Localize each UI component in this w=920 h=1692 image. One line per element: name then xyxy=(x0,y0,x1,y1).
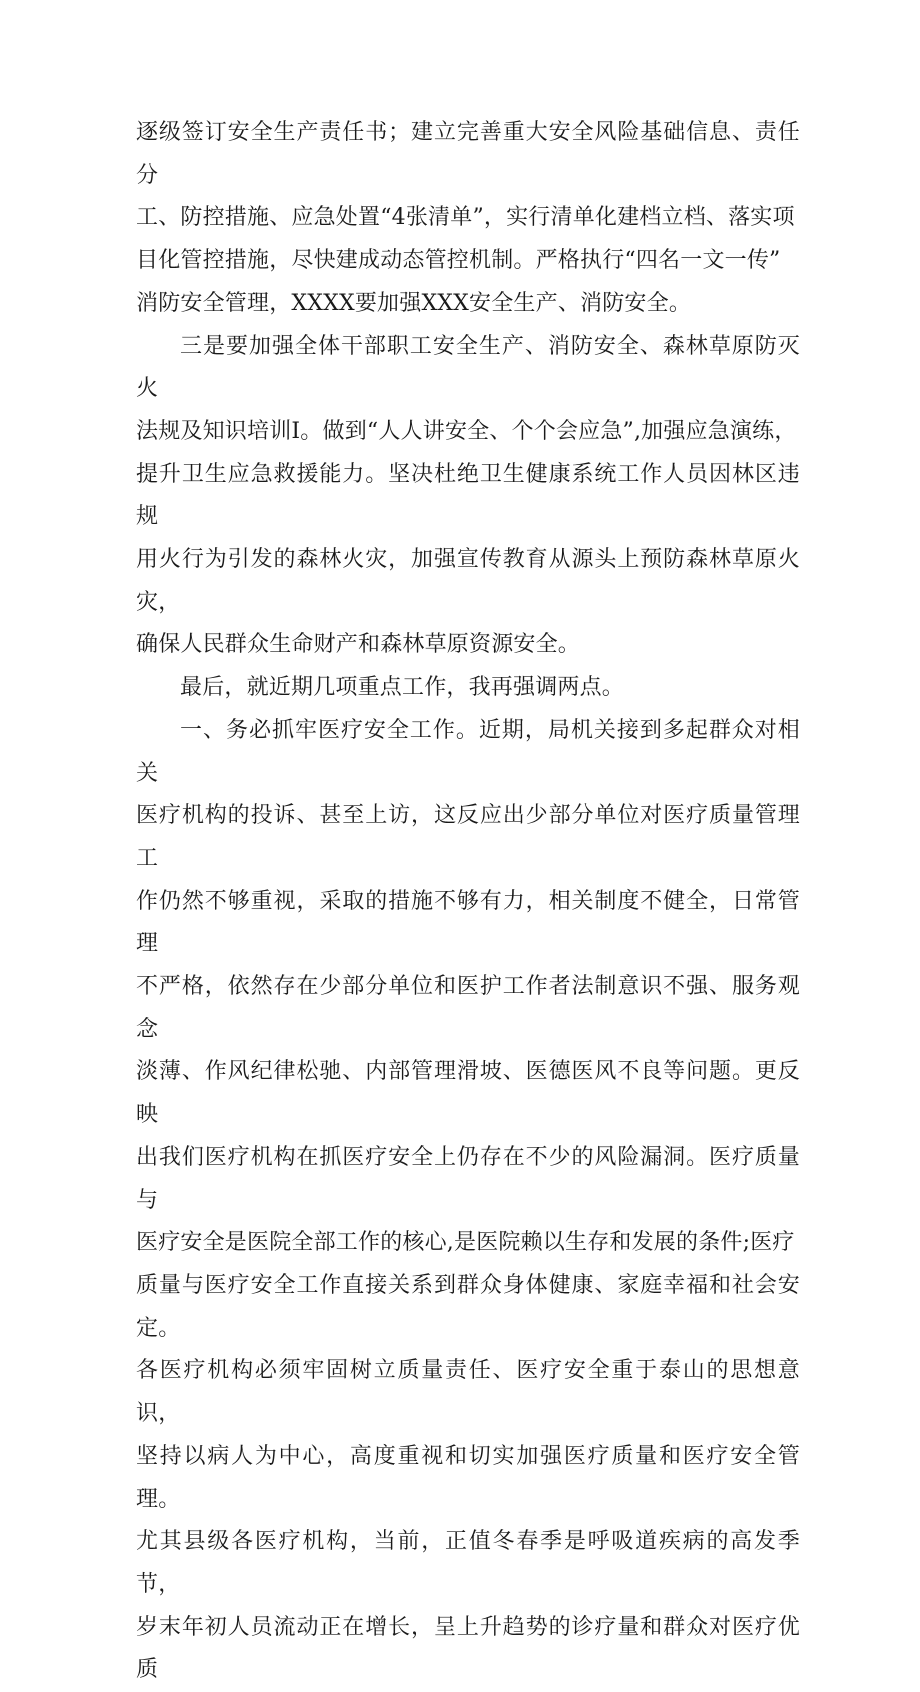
paragraph-line: 医疗安全是医院全部工作的核心,是医院赖以生存和发展的条件;医疗 xyxy=(136,1230,795,1256)
paragraph-1 xyxy=(136,112,800,326)
paragraph-3 xyxy=(136,667,800,710)
paragraph-line: 作仍然不够重视，采取的措施不够有力，相关制度不健全，日常管理 xyxy=(136,888,800,957)
paragraph-line: 不严格，依然存在少部分单位和医护工作者法制意识不强、服务观念 xyxy=(136,974,800,1042)
paragraph-line: 各医疗机构必须牢固树立质量责任、医疗安全重于泰山的思想意识， xyxy=(136,1358,800,1427)
paragraph-line: 消防安全管理，XXXX要加强XXX安全生产、消防安全。 xyxy=(136,290,692,316)
paragraph-line: 岁末年初人员流动正在增长，呈上升趋势的诊疗量和群众对医疗优质 xyxy=(136,1614,800,1683)
paragraph-line: 一、务必抓牢医疗安全工作。近期，局机关接到多起群众对相关 xyxy=(136,717,800,786)
paragraph-line: 确保人民群众生命财产和森林草原资源安全。 xyxy=(136,632,581,658)
paragraph-line: 尤其县级各医疗机构，当前，正值冬春季是呼吸道疾病的高发季节， xyxy=(136,1529,800,1597)
paragraph-line: 淡薄、作风纪律松驰、内部管理滑坡、医德医风不良等问题。更反映 xyxy=(136,1059,800,1128)
document-body xyxy=(136,112,800,1692)
paragraph-line: 出我们医疗机构在抓医疗安全上仍存在不少的风险漏洞。医疗质量与 xyxy=(136,1144,800,1213)
paragraph-line: 逐级签订安全生产责任书；建立完善重大安全风险基础信息、责任分 xyxy=(136,120,800,188)
paragraph-4 xyxy=(136,710,800,1692)
paragraph-line: 坚持以病人为中心，高度重视和切实加强医疗质量和医疗安全管理。 xyxy=(136,1443,800,1512)
paragraph-line: 质量与医疗安全工作直接关系到群众身体健康、家庭幸福和社会安定。 xyxy=(136,1272,800,1341)
paragraph-line: 法规及知识培训I。做到“人人讲安全、个个会应急”,加强应急演练， xyxy=(136,418,797,444)
paragraph-line: 目化管控措施，尽快建成动态管控机制。严格执行“四名一文一传” xyxy=(136,248,781,274)
paragraph-line: 三是要加强全体干部职工安全生产、消防安全、森林草原防灭火 xyxy=(136,333,800,402)
paragraph-line: 用火行为引发的森林火灾，加强宣传教育从源头上预防森林草原火灾， xyxy=(136,547,800,615)
paragraph-line: 提升卫生应急救援能力。坚决杜绝卫生健康系统工作人员因林区违规 xyxy=(136,461,800,530)
paragraph-line: 最后，就近期几项重点工作，我再强调两点。 xyxy=(180,675,625,701)
paragraph-line: 工、防控措施、应急处置“4张清单”，实行清单化建档立档、落实项 xyxy=(136,205,795,231)
paragraph-line: 医疗机构的投诉、甚至上访，这反应出少部分单位对医疗质量管理工 xyxy=(136,803,800,871)
paragraph-2 xyxy=(136,326,800,668)
